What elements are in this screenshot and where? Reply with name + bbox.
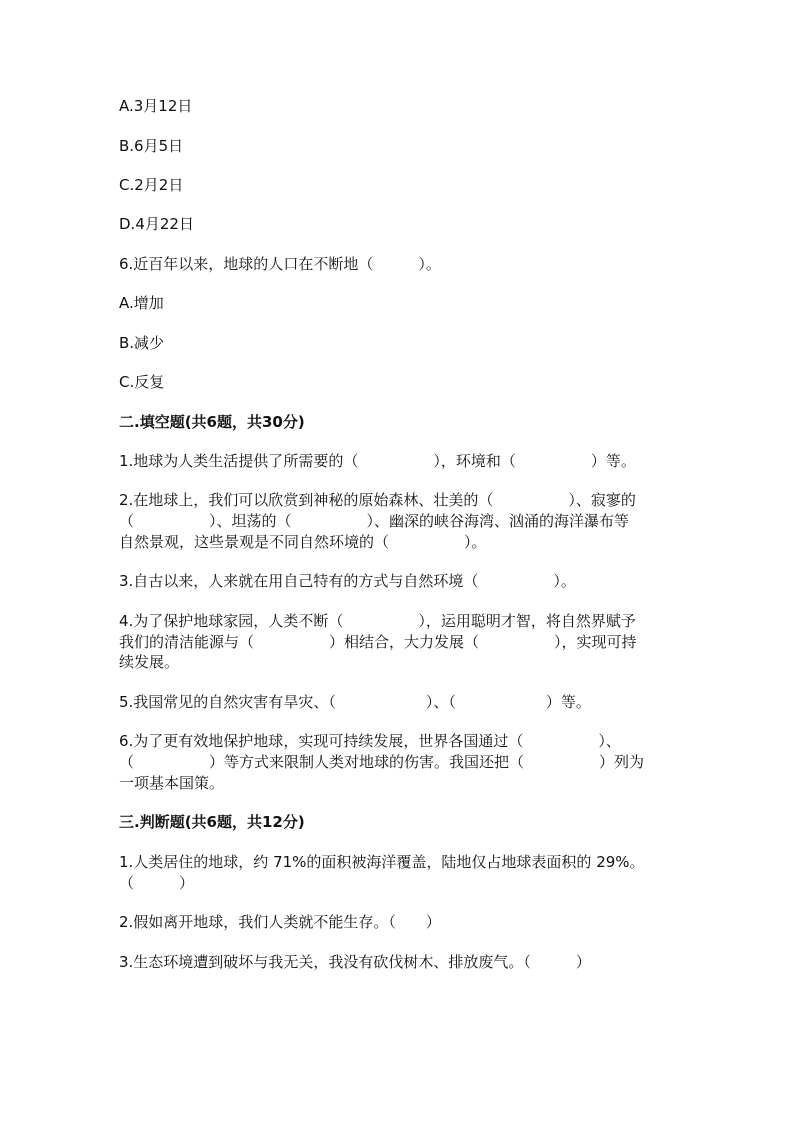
judge-question-1-line-1: 1.人类居住的地球，约 71%的面积被海洋覆盖，陆地仅占地球表面积的 29%。 (119, 853, 645, 871)
fill-question-2-line-3: 自然景观，这些景观是不同自然环境的（ ）。 (119, 533, 487, 551)
fill-question-6-line-1: 6.为了更有效地保护地球，实现可持续发展，世界各国通过（ ）、 (119, 732, 621, 750)
fill-question-2-line-1: 2.在地球上，我们可以欣赏到神秘的原始森林、壮美的（ ）、寂寥的 (119, 491, 636, 509)
fill-question-1: 1.地球为人类生活提供了所需要的（ ），环境和（ ）等。 (119, 452, 636, 470)
option-b: B.6月5日 (119, 137, 184, 155)
section-heading-fill: 二.填空题(共6题，共30分) (119, 413, 305, 431)
fill-question-4-line-1: 4.为了保护地球家园，人类不断（ ），运用聪明才智，将自然界赋予 (119, 612, 636, 630)
fill-question-4-line-3: 续发展。 (119, 653, 180, 671)
fill-question-3: 3.自古以来，人来就在用自己特有的方式与自然环境（ ）。 (119, 572, 576, 590)
judge-question-3: 3.生态环境遭到破坏与我无关，我没有砍伐树木、排放废气。（ ） (119, 953, 591, 971)
section-heading-judge: 三.判断题(共6题，共12分) (119, 813, 305, 831)
judge-question-1-line-2: （ ） (119, 874, 195, 892)
q6-option-a: A.增加 (119, 294, 164, 312)
fill-question-4-line-2: 我们的清洁能源与（ ）相结合，大力发展（ ），实现可持 (119, 633, 637, 651)
q6-option-c: C.反复 (119, 373, 165, 391)
fill-question-6-line-2: （ ）等方式来限制人类对地球的伤害。我国还把（ ）列为 (119, 753, 645, 771)
option-a: A.3月12日 (119, 97, 193, 115)
question-6-choice: 6.近百年以来，地球的人口在不断地（ ）。 (119, 255, 441, 273)
fill-question-6-line-3: 一项基本国策。 (119, 774, 225, 792)
judge-question-2: 2.假如离开地球，我们人类就不能生存。（ ） (119, 913, 441, 931)
option-c: C.2月2日 (119, 176, 184, 194)
q6-option-b: B.减少 (119, 334, 165, 352)
option-d: D.4月22日 (119, 215, 194, 233)
fill-question-2-line-2: （ ）、坦荡的（ ）、幽深的峡谷海湾、汹涌的海洋瀑布等 (119, 512, 630, 530)
fill-question-5: 5.我国常见的自然灾害有旱灾、（ ）、（ ）等。 (119, 693, 591, 711)
